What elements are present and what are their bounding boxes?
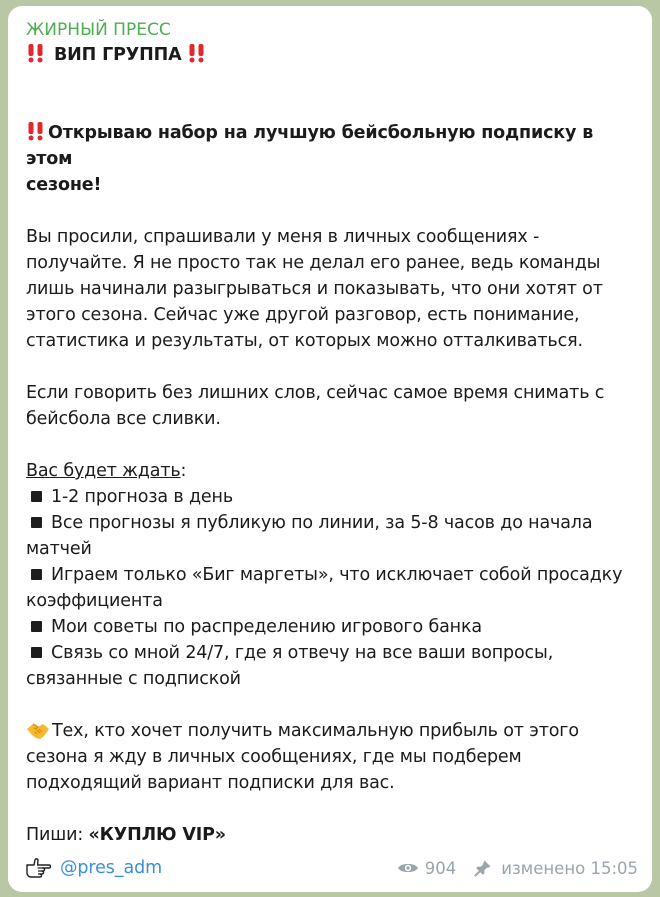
expect-title: Вас будет ждать — [26, 461, 181, 481]
call-to-action: Пиши: «КУПЛЮ VIP» — [26, 825, 226, 845]
handshake-icon — [26, 721, 50, 741]
list-item-continuation: матчей — [26, 539, 92, 559]
call-to-action-phrase: «КУПЛЮ VIP» — [88, 825, 226, 845]
edited-time: изменено 15:05 — [501, 858, 638, 878]
paragraph-line: подходящий вариант подписки для вас. — [26, 773, 395, 793]
black-square-icon — [31, 491, 42, 502]
message-footer — [24, 852, 638, 884]
list-item: Играем только «Биг маргеты», что исключает собой просадку — [26, 562, 634, 588]
black-square-icon — [31, 517, 42, 528]
list-item-continuation: коэффициента — [26, 591, 163, 611]
paragraph-line: получайте. Я не просто так не делал его ранее, ведь команды — [26, 253, 601, 273]
black-square-icon — [31, 569, 42, 580]
message-text — [26, 42, 634, 848]
black-square-icon — [31, 647, 42, 658]
message-meta — [397, 852, 638, 884]
list-item: 1-2 прогноза в день — [26, 484, 634, 510]
expect-heading — [26, 458, 634, 484]
list-item-continuation: связанные с подпиской — [26, 669, 241, 689]
headline-line: сезоне! — [26, 175, 102, 195]
headline-text: Открываю набор на лучшую бейсбольную подписку в этом — [26, 123, 594, 169]
channel-name[interactable]: ЖИРНЫЙ ПРЕСС — [26, 20, 171, 40]
view-count: 904 — [424, 858, 457, 878]
paragraph-line: этого сезона. Сейчас уже другой разговор, есть понимание, — [26, 305, 580, 325]
pointing-hand-icon — [24, 856, 54, 880]
paragraph-line: Вы просили, спрашивали у меня в личных сообщениях - — [26, 227, 540, 247]
expect-colon: : — [180, 461, 187, 481]
paragraph-line: Если говорить без лишних слов, сейчас самое время снимать с — [26, 383, 605, 403]
paragraph-line: бейсбола все сливки. — [26, 409, 221, 429]
list-item: Мои советы по распределению игрового банка — [26, 614, 634, 640]
list-item: Связь со мной 24/7, где я отвечу на все ваши вопросы, — [26, 640, 634, 666]
list-item: Все прогнозы я публикую по линии, за 5-8 часов до начала — [26, 510, 634, 536]
double-exclamation-icon — [26, 121, 46, 141]
group-title: ВИП ГРУППА — [48, 45, 188, 65]
headline-line — [26, 120, 634, 172]
eye-icon — [397, 861, 419, 875]
message-bubble — [8, 6, 652, 892]
mention-link[interactable]: @pres_adm — [60, 858, 163, 878]
double-exclamation-icon — [187, 43, 207, 63]
black-square-icon — [31, 621, 42, 632]
double-exclamation-icon — [26, 43, 46, 63]
paragraph-line: Тех, кто хочет получить максимальную прибыль от этого — [26, 718, 634, 744]
mention-row — [24, 852, 162, 884]
pin-icon[interactable] — [474, 859, 492, 877]
group-title-line — [26, 42, 634, 68]
paragraph-line: статистика и результаты, от которых можно отталкиваться. — [26, 331, 583, 351]
paragraph-line: лишь начинали разыгрываться и показывать, что они хотят от — [26, 279, 603, 299]
paragraph-line: сезона я жду в личных сообщениях, где мы подберем — [26, 747, 522, 767]
